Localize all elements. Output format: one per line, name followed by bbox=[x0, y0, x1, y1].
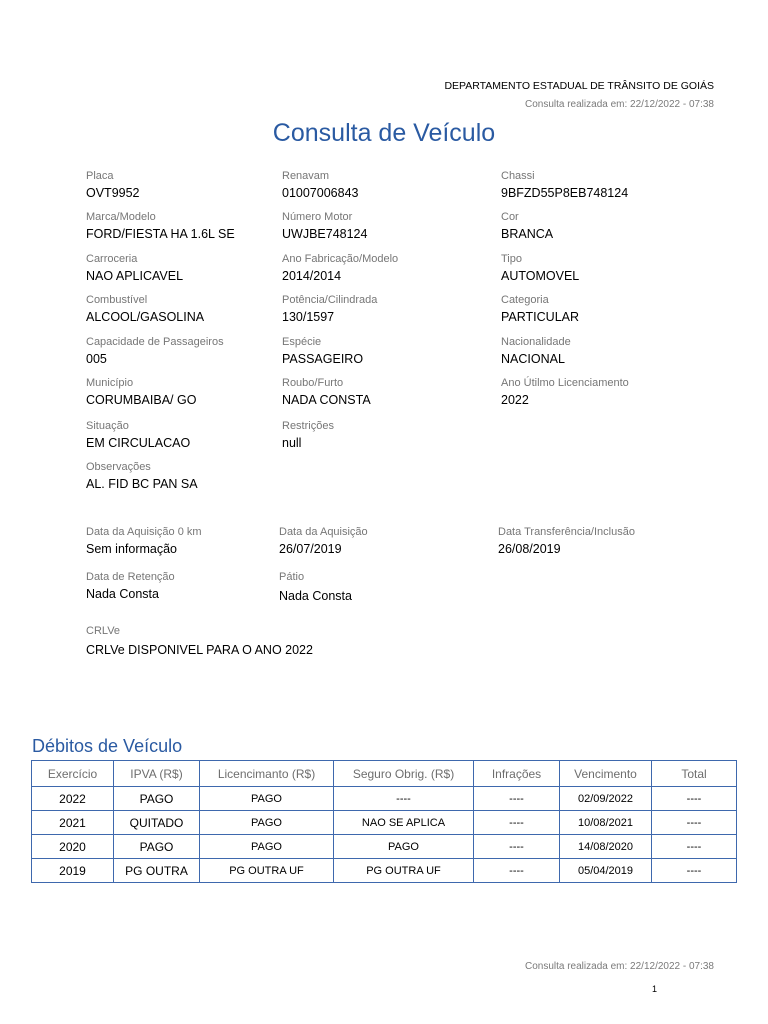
field-label: Município bbox=[86, 377, 134, 389]
field-capacidade bbox=[86, 336, 224, 367]
table-row bbox=[32, 859, 737, 883]
field-label: Chassi bbox=[501, 170, 535, 182]
field-label: Nacionalidade bbox=[501, 336, 571, 348]
field-label: Ano Fabricação/Modelo bbox=[282, 253, 399, 265]
column-header-vencimento: Vencimento bbox=[560, 761, 652, 787]
table-row bbox=[32, 835, 737, 859]
field-value: OVT9952 bbox=[86, 186, 140, 200]
field-value: AUTOMOVEL bbox=[501, 269, 580, 283]
table-cell: ---- bbox=[334, 787, 474, 811]
table-cell: ---- bbox=[474, 811, 560, 835]
field-value: NADA CONSTA bbox=[282, 393, 371, 407]
field-value: UWJBE748124 bbox=[282, 227, 368, 241]
field-value: Nada Consta bbox=[279, 589, 352, 603]
table-cell: ---- bbox=[474, 787, 560, 811]
table-cell: PAGO bbox=[200, 811, 334, 835]
column-header-exercicio: Exercício bbox=[32, 761, 114, 787]
field-label: Roubo/Furto bbox=[282, 377, 344, 389]
table-cell: 2020 bbox=[32, 835, 114, 859]
field-value: 005 bbox=[86, 352, 107, 366]
field-categoria bbox=[501, 294, 579, 325]
field-ultimo-licenciamento bbox=[501, 377, 629, 408]
field-label: Número Motor bbox=[282, 211, 353, 223]
field-restricoes bbox=[282, 420, 334, 451]
field-value: PASSAGEIRO bbox=[282, 352, 364, 366]
field-value: 2022 bbox=[501, 393, 529, 407]
column-header-infracoes: Infrações bbox=[474, 761, 560, 787]
field-value: AL. FID BC PAN SA bbox=[86, 477, 198, 491]
table-cell: PAGO bbox=[114, 787, 200, 811]
field-patio bbox=[279, 571, 352, 604]
field-retencao bbox=[86, 571, 175, 602]
field-value: 9BFZD55P8EB748124 bbox=[501, 186, 629, 200]
field-potencia bbox=[282, 294, 377, 325]
department-name: DEPARTAMENTO ESTADUAL DE TRÂNSITO DE GOIÁS bbox=[444, 80, 714, 92]
column-header-total: Total bbox=[652, 761, 737, 787]
field-nacionalidade bbox=[501, 336, 571, 367]
field-numero-motor bbox=[282, 211, 367, 242]
table-cell: PAGO bbox=[200, 835, 334, 859]
table-cell: ---- bbox=[652, 835, 737, 859]
consulted-at-footer: Consulta realizada em: 22/12/2022 - 07:38 bbox=[524, 961, 714, 972]
field-label: Data Transferência/Inclusão bbox=[498, 526, 635, 538]
field-value: null bbox=[282, 436, 302, 450]
field-value: NAO APLICAVEL bbox=[86, 269, 184, 283]
field-label: Capacidade de Passageiros bbox=[86, 336, 224, 348]
table-cell: PAGO bbox=[200, 787, 334, 811]
field-value: 26/08/2019 bbox=[498, 542, 561, 556]
field-crlve bbox=[86, 625, 313, 658]
field-label: Observações bbox=[86, 461, 151, 473]
table-cell: 05/04/2019 bbox=[560, 859, 652, 883]
table-cell: QUITADO bbox=[114, 811, 200, 835]
field-value: ALCOOL/GASOLINA bbox=[86, 310, 205, 324]
field-label: Pátio bbox=[279, 571, 305, 583]
field-data-aquisicao bbox=[279, 526, 368, 557]
field-value: 2014/2014 bbox=[282, 269, 342, 283]
field-label: Espécie bbox=[282, 336, 322, 348]
table-cell: PG OUTRA bbox=[114, 859, 200, 883]
field-aquisicao-0km bbox=[86, 526, 202, 557]
page-number: 1 bbox=[652, 984, 658, 994]
field-municipio bbox=[86, 377, 196, 408]
field-value: BRANCA bbox=[501, 227, 554, 241]
field-roubo-furto bbox=[282, 377, 371, 408]
field-label: Combustível bbox=[86, 294, 148, 306]
table-cell: PAGO bbox=[114, 835, 200, 859]
field-label: Data da Aquisição 0 km bbox=[86, 526, 202, 538]
field-value: CRLVe DISPONIVEL PARA O ANO 2022 bbox=[86, 643, 313, 657]
field-label: Marca/Modelo bbox=[86, 211, 156, 223]
consulted-at-header: Consulta realizada em: 22/12/2022 - 07:38 bbox=[524, 99, 714, 110]
table-cell: 2021 bbox=[32, 811, 114, 835]
page-title: Consulta de Veículo bbox=[272, 119, 496, 147]
table-cell: NAO SE APLICA bbox=[334, 811, 474, 835]
table-cell: 10/08/2021 bbox=[560, 811, 652, 835]
column-header-ipva: IPVA (R$) bbox=[114, 761, 200, 787]
field-label: Data da Aquisição bbox=[279, 526, 368, 538]
field-label: Categoria bbox=[501, 294, 549, 306]
field-label: Restrições bbox=[282, 420, 334, 432]
field-label: Renavam bbox=[282, 170, 330, 182]
column-header-licenciamento: Licencimanto (R$) bbox=[200, 761, 334, 787]
table-cell: ---- bbox=[474, 835, 560, 859]
table-cell: 14/08/2020 bbox=[560, 835, 652, 859]
field-chassi bbox=[501, 170, 628, 201]
table-row bbox=[32, 787, 737, 811]
field-combustivel bbox=[86, 294, 204, 325]
field-ano-fabricacao bbox=[282, 253, 398, 284]
field-value: NACIONAL bbox=[501, 352, 565, 366]
table-cell: 2022 bbox=[32, 787, 114, 811]
field-cor bbox=[501, 211, 553, 242]
field-value: Sem informação bbox=[86, 542, 178, 556]
field-value: FORD/FIESTA HA 1.6L SE bbox=[86, 227, 235, 241]
field-transferencia bbox=[498, 526, 635, 557]
field-especie bbox=[282, 336, 363, 367]
column-header-seguro: Seguro Obrig. (R$) bbox=[334, 761, 474, 787]
field-value: Nada Consta bbox=[86, 587, 159, 601]
field-renavam bbox=[282, 170, 358, 201]
field-label: Ano Útilmo Licenciamento bbox=[501, 377, 629, 389]
field-label: Data de Retenção bbox=[86, 571, 175, 583]
table-cell: ---- bbox=[652, 859, 737, 883]
field-observacoes bbox=[86, 461, 198, 492]
field-carroceria bbox=[86, 253, 183, 284]
table-cell: 02/09/2022 bbox=[560, 787, 652, 811]
field-label: Cor bbox=[501, 211, 519, 223]
field-placa bbox=[86, 170, 140, 201]
field-value: 130/1597 bbox=[282, 310, 335, 324]
field-label: CRLVe bbox=[86, 625, 121, 637]
field-label: Placa bbox=[86, 170, 114, 182]
field-label: Tipo bbox=[501, 253, 522, 265]
field-value: CORUMBAIBA/ GO bbox=[86, 393, 197, 407]
table-cell: ---- bbox=[652, 787, 737, 811]
table-cell: ---- bbox=[474, 859, 560, 883]
field-value: 01007006843 bbox=[282, 186, 359, 200]
field-marca-modelo bbox=[86, 211, 235, 242]
field-value: EM CIRCULACAO bbox=[86, 436, 191, 450]
table-cell: PG OUTRA UF bbox=[200, 859, 334, 883]
table-cell: PG OUTRA UF bbox=[334, 859, 474, 883]
table-cell: 2019 bbox=[32, 859, 114, 883]
field-value: 26/07/2019 bbox=[279, 542, 342, 556]
table-cell: PAGO bbox=[334, 835, 474, 859]
field-label: Potência/Cilindrada bbox=[282, 294, 378, 306]
debts-section-title: Débitos de Veículo bbox=[32, 736, 183, 756]
debts-table bbox=[31, 760, 737, 883]
table-row bbox=[32, 811, 737, 835]
field-label: Carroceria bbox=[86, 253, 138, 265]
field-value: PARTICULAR bbox=[501, 310, 580, 324]
field-label: Situação bbox=[86, 420, 129, 432]
table-cell: ---- bbox=[652, 811, 737, 835]
field-situacao bbox=[86, 420, 190, 451]
field-tipo bbox=[501, 253, 579, 284]
table-header-row bbox=[32, 761, 737, 787]
